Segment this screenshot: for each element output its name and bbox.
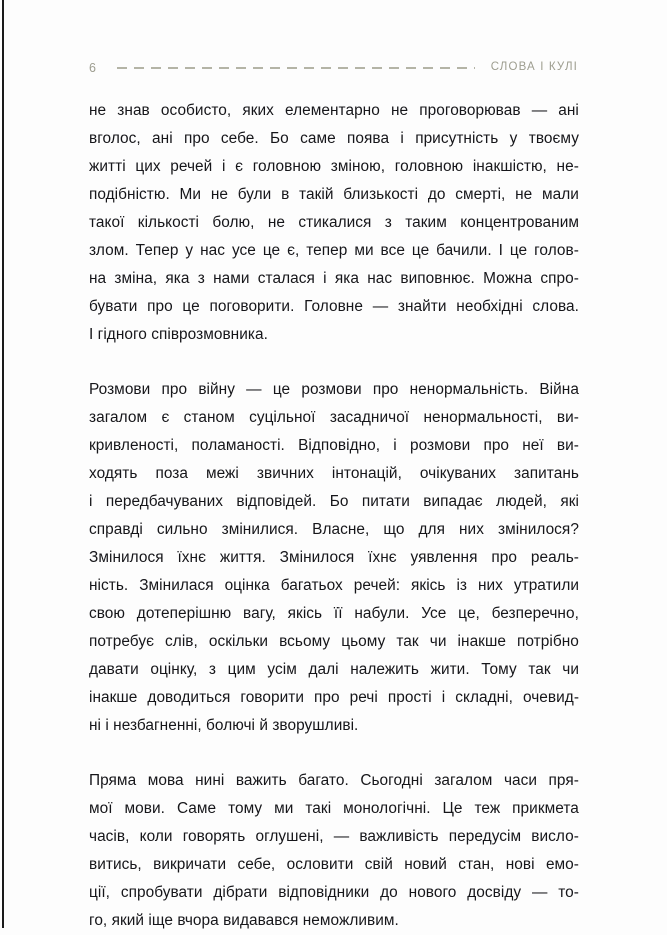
text-line: го, який іще вчора видавався неможливим. (89, 912, 399, 929)
page-number: 6 (89, 60, 97, 75)
word: нового (408, 884, 457, 901)
word: Власне, (312, 521, 370, 538)
word: тому (228, 800, 263, 817)
word: цих (135, 158, 161, 175)
word: знайти (397, 298, 447, 315)
word: бачили. (436, 242, 492, 259)
text-line: І гідного співрозмовника. (89, 326, 268, 343)
word: життя. (219, 549, 266, 566)
word: яка (165, 270, 190, 287)
word: бувати (89, 298, 138, 315)
word: тепер (306, 242, 348, 259)
word: у (185, 242, 194, 259)
word: Змінилося (89, 549, 164, 566)
word: ані (152, 130, 173, 147)
paragraph-1 (89, 97, 579, 349)
word: новий (404, 856, 447, 873)
text-line (89, 153, 579, 181)
word: і (323, 270, 327, 287)
word: не- (556, 158, 579, 175)
word: стан, (458, 856, 495, 873)
word: яка (334, 270, 359, 287)
word: інакше (89, 689, 138, 706)
word: і (400, 130, 404, 147)
word: випадає (423, 493, 483, 510)
body-text (89, 97, 579, 935)
word: не (89, 102, 107, 119)
word: спробувати (120, 884, 203, 901)
word: прикмета (512, 800, 579, 817)
word: не (210, 186, 228, 203)
word: пря- (548, 772, 579, 789)
word: загалом (89, 409, 148, 426)
word: це (272, 381, 291, 398)
word: нас (367, 270, 393, 287)
word: інтонацій, (331, 465, 402, 482)
word: суцільної (249, 409, 316, 426)
word: — (531, 102, 548, 119)
word: нами (213, 270, 250, 287)
word: говорити (240, 689, 304, 706)
word: близькості (343, 186, 419, 203)
word: — (333, 828, 350, 845)
word: ції, (89, 884, 110, 901)
word: поламаності. (191, 437, 285, 454)
text-line (89, 265, 579, 293)
word: оскільки (208, 633, 269, 650)
dashed-rule-divider (117, 67, 475, 69)
word: це (262, 242, 281, 259)
word: реаль- (530, 549, 579, 566)
word: Війна (539, 381, 579, 398)
word: Тому (481, 661, 517, 678)
word: поза (155, 465, 188, 482)
word: її (333, 605, 343, 622)
word: монологічні. (343, 800, 431, 817)
word: є (235, 158, 244, 175)
word: кількості (137, 214, 200, 231)
text-line (89, 795, 579, 823)
text-line (89, 600, 579, 628)
word: змінилося? (497, 521, 579, 538)
word: у (509, 130, 518, 147)
word: Відповідно, (298, 437, 381, 454)
word: саме (300, 130, 336, 147)
word: доводиться (147, 689, 231, 706)
word: справді (89, 521, 143, 538)
word: це (182, 298, 200, 315)
word: — (531, 884, 548, 901)
word: речей: (353, 577, 401, 594)
word: Усе (421, 605, 447, 622)
word: очікуваних (419, 465, 497, 482)
word: усе (231, 242, 256, 259)
paragraph-3 (89, 767, 579, 935)
word: безперечно, (491, 605, 579, 622)
word: теж (474, 800, 501, 817)
word: цим (227, 661, 256, 678)
text-line (89, 879, 579, 907)
word: ми (274, 800, 294, 817)
word: це (411, 242, 430, 259)
word: очевид- (522, 689, 579, 706)
word: оцінку, (150, 661, 198, 678)
word: — (372, 298, 389, 315)
word: жити. (430, 661, 470, 678)
running-head (89, 58, 578, 78)
word: чи (429, 633, 447, 650)
word: витись, (89, 856, 142, 873)
word: мова (147, 772, 184, 789)
word: себе. (220, 130, 259, 147)
text-line (89, 97, 579, 125)
word: утратили (513, 577, 579, 594)
word: часів, (89, 828, 130, 845)
word: не (390, 102, 409, 119)
word: мали (542, 186, 579, 203)
word: спро- (540, 270, 579, 287)
word: речей (170, 158, 213, 175)
word: ми (354, 242, 374, 259)
word: вагу, (243, 605, 276, 622)
text-line (89, 432, 579, 460)
word: Це (442, 800, 463, 817)
word: Саме (176, 800, 217, 817)
text-line (89, 125, 579, 153)
word: війну (198, 381, 235, 398)
word: болю, (212, 214, 255, 231)
word: Сьогодні (360, 772, 423, 789)
word: мови. (124, 800, 165, 817)
word: смерті, (455, 186, 506, 203)
word: свою (89, 605, 126, 622)
word: це (509, 242, 528, 259)
word: і (222, 158, 226, 175)
word: потрібно (517, 633, 579, 650)
word: такої (89, 214, 125, 231)
word: їхнє (177, 549, 206, 566)
word: це, (458, 605, 480, 622)
word: речі (349, 689, 378, 706)
text-line (89, 293, 579, 321)
word: зміна, (114, 270, 158, 287)
word: належить (350, 661, 419, 678)
word: передбачуваних (105, 493, 223, 510)
word: якісь (411, 577, 446, 594)
word: і (393, 437, 397, 454)
word: відповідей. (236, 493, 317, 510)
word: на (89, 270, 107, 287)
word: стикалися (298, 214, 372, 231)
word: подібністю. (89, 186, 170, 203)
word: ність. (89, 577, 129, 594)
word: голов- (534, 242, 579, 259)
word: інакшістю, (472, 158, 547, 175)
word: мої (89, 800, 113, 817)
word: головною (394, 158, 464, 175)
word: відповідники (278, 884, 370, 901)
word: слова. (532, 298, 579, 315)
word: до (427, 186, 446, 203)
word: дібрати (213, 884, 268, 901)
text-line (89, 767, 579, 795)
word: з (208, 661, 217, 678)
word: концентрованим (460, 214, 579, 231)
text-line (89, 488, 579, 516)
paragraph-2 (89, 376, 579, 740)
text-line (89, 851, 579, 879)
word: необхідні (456, 298, 523, 315)
text-line (89, 181, 579, 209)
word: такій (299, 186, 334, 203)
word: про (147, 298, 173, 315)
word: запитань (514, 465, 579, 482)
text-line (89, 823, 579, 851)
word: із (456, 577, 468, 594)
word: набули. (354, 605, 410, 622)
word: їхнє (368, 549, 397, 566)
word: елементарно (285, 102, 380, 119)
page-spine-edge (2, 0, 4, 928)
word: Головне (304, 298, 363, 315)
word: оглушені, (255, 828, 324, 845)
text-line (89, 376, 579, 404)
running-head-title: СЛОВА І КУЛІ (490, 61, 578, 74)
word: оцінка (224, 577, 270, 594)
word: ословити (286, 856, 354, 873)
word: ви- (556, 409, 579, 426)
word: них (477, 577, 503, 594)
word: Змінилося (279, 549, 355, 566)
word: чи (562, 661, 579, 678)
word: цьому (341, 633, 386, 650)
word: Пряма (89, 772, 137, 789)
text-line (89, 544, 579, 572)
word: що (383, 521, 405, 538)
word: коли (139, 828, 173, 845)
word: ненормальність. (409, 381, 529, 398)
word: з (197, 270, 205, 287)
word: далі (308, 661, 339, 678)
word: твоєму (528, 130, 579, 147)
word: Можна (483, 270, 533, 287)
word: Тепер (135, 242, 179, 259)
word: зміною, (330, 158, 386, 175)
word: змінилися. (221, 521, 299, 538)
word: розмови (301, 381, 362, 398)
word: Ми (179, 186, 202, 203)
text-line (89, 404, 579, 432)
word: ненормальності, (423, 409, 543, 426)
word: сталася (257, 270, 315, 287)
word: станом (183, 409, 235, 426)
word: важливість (359, 828, 439, 845)
word: людей, (496, 493, 547, 510)
word: слів, (165, 633, 198, 650)
word: давати (89, 661, 139, 678)
word: передусім (448, 828, 522, 845)
word: ви- (556, 437, 579, 454)
word: інакше (457, 633, 506, 650)
word: є (161, 409, 170, 426)
word: і (441, 689, 446, 706)
word: про (161, 381, 188, 398)
word: так (396, 633, 419, 650)
word: присутність (415, 130, 499, 147)
word: багато. (298, 772, 349, 789)
text-line (89, 460, 579, 488)
word: не (515, 186, 533, 203)
text-line (89, 684, 579, 712)
word: якісь (287, 605, 323, 622)
word: Бо (270, 130, 289, 147)
word: яких (242, 102, 274, 119)
word: розмови (409, 437, 471, 454)
word: Бо (329, 493, 349, 510)
word: межі (205, 465, 239, 482)
word: і (89, 493, 93, 510)
word: викричати (153, 856, 227, 873)
word: до (380, 884, 398, 901)
text-line (89, 209, 579, 237)
word: говорять (182, 828, 246, 845)
word: нас (200, 242, 225, 259)
word: є, (287, 242, 300, 259)
word: особисто, (160, 102, 232, 119)
word: поговорити. (209, 298, 295, 315)
word: засадничої (329, 409, 410, 426)
word: себе, (237, 856, 276, 873)
text-line (89, 516, 579, 544)
word: потребує (89, 633, 154, 650)
word: то- (558, 884, 579, 901)
word: Змінилася (139, 577, 214, 594)
word: І (498, 242, 503, 259)
word: головною (252, 158, 322, 175)
word: важить (235, 772, 287, 789)
word: сильно (156, 521, 208, 538)
word: висло- (531, 828, 579, 845)
word: все (380, 242, 405, 259)
word: багатьох (280, 577, 343, 594)
word: так (528, 661, 551, 678)
word: нині (195, 772, 225, 789)
word: для (418, 521, 445, 538)
word: таким (405, 214, 447, 231)
word: знав (117, 102, 150, 119)
word: про (372, 381, 399, 398)
word: нові (505, 856, 535, 873)
word: вголос, (89, 130, 141, 147)
word: про (313, 689, 340, 706)
word: які (560, 493, 579, 510)
word: емо- (545, 856, 579, 873)
word: них (459, 521, 484, 538)
word: Розмови (89, 381, 151, 398)
word: не (267, 214, 286, 231)
word: складні, (455, 689, 513, 706)
word: з (384, 214, 392, 231)
word: дотеперішню (136, 605, 232, 622)
word: загалом (434, 772, 493, 789)
word: прості (387, 689, 432, 706)
word: ані (558, 102, 579, 119)
word: питати (361, 493, 410, 510)
text-line (89, 237, 579, 265)
word: злом. (89, 242, 129, 259)
word: досвіду (467, 884, 522, 901)
word: житті (89, 158, 126, 175)
text-line (89, 628, 579, 656)
word: поява (347, 130, 390, 147)
word: в (281, 186, 290, 203)
word: всьому (279, 633, 331, 650)
word: неї (522, 437, 544, 454)
word: свій (364, 856, 393, 873)
word: уявлення (410, 549, 478, 566)
word: про (183, 130, 210, 147)
word: про (483, 437, 510, 454)
text-line (89, 656, 579, 684)
word: усім (267, 661, 297, 678)
word: — (246, 381, 262, 398)
word: такі (305, 800, 332, 817)
word: проговорював (419, 102, 521, 119)
word: виповнює. (400, 270, 475, 287)
word: кривленості, (89, 437, 179, 454)
text-line (89, 572, 579, 600)
word: часи (503, 772, 538, 789)
word: звичних (256, 465, 314, 482)
word: про (491, 549, 517, 566)
word: ходять (89, 465, 138, 482)
word: були (237, 186, 272, 203)
text-line: ні і незбагненні, болючі й зворушливі. (89, 717, 359, 734)
